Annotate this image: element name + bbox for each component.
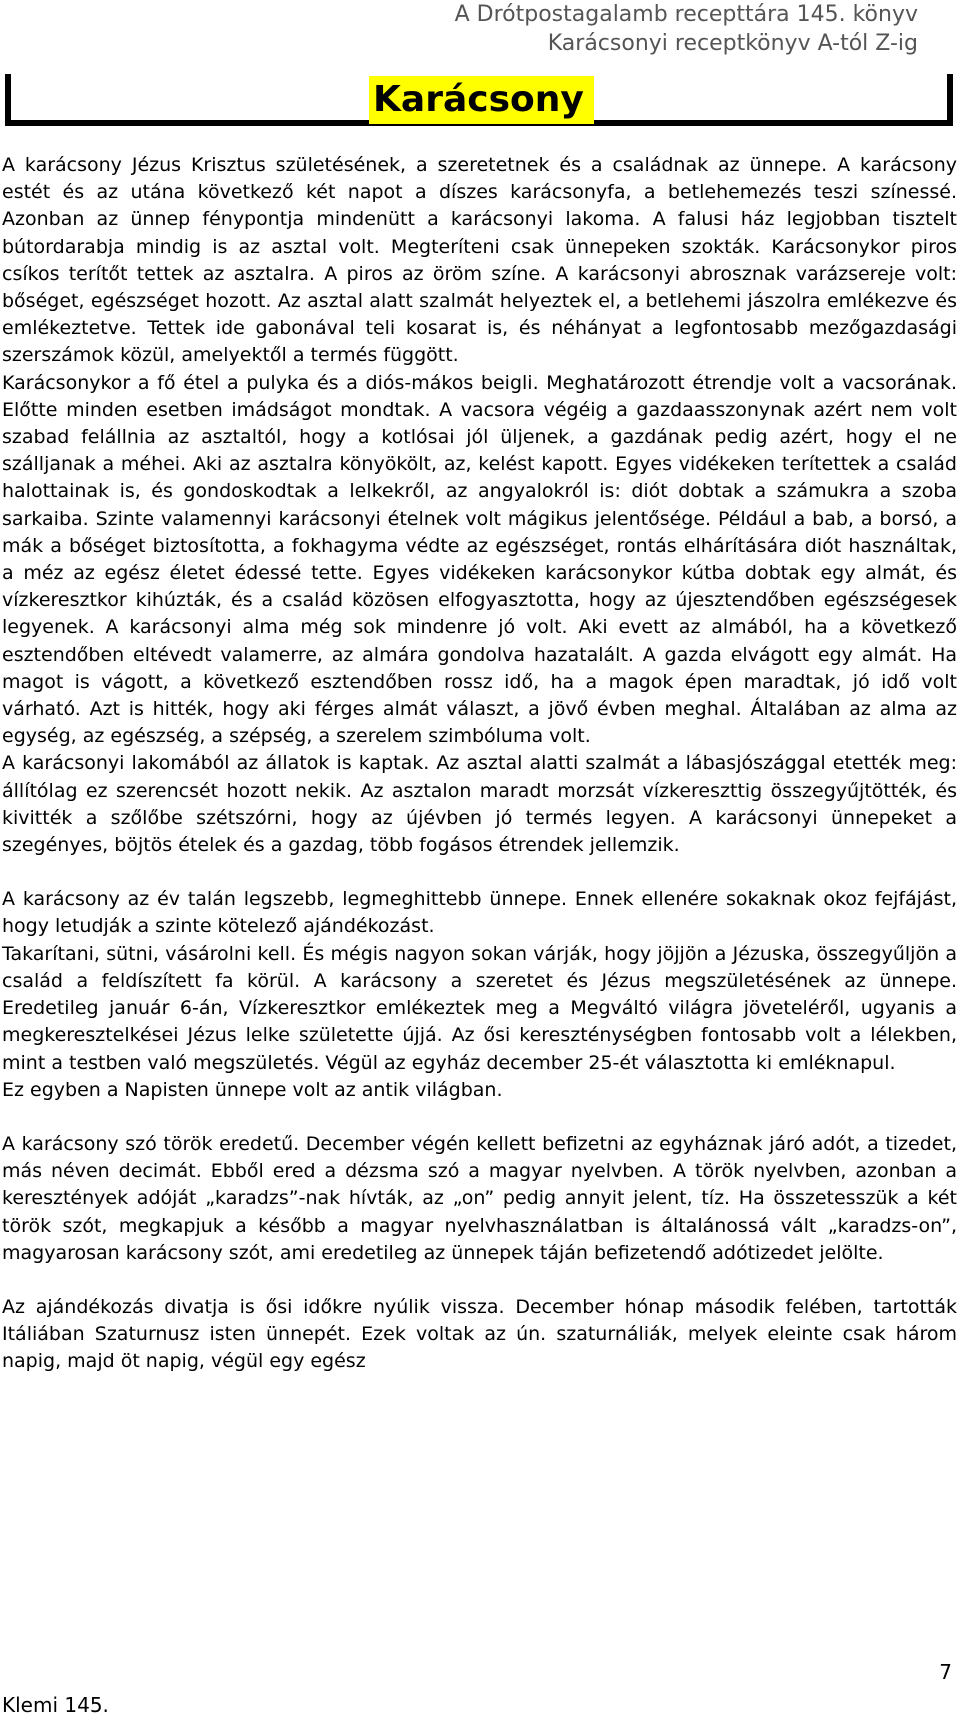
paragraph-spacer bbox=[2, 1104, 957, 1131]
page-header bbox=[0, 0, 960, 135]
paragraph-preparation: Takarítani, sütni, vásárolni kell. És mégis nagyon sokan várják, hogy jöjjön a Jézuska, összegyűljön a család a feldíszített fa körül. A karácsony a szeretet és Jézus megszületésének az ünnepe. Eredetileg január 6-án, Vízkeresztkor emlékeztek meg a Megváltó világra jöveteléről, ugyanis a megkeresztelkései Jézus lelke születette újjá. Az ősi kereszténységben fontosabb volt a lélekben, mint a testben való megszületés. Végül az egyház december 25-ét választotta ki emléknapul. bbox=[2, 942, 957, 1074]
page-title: Karácsony bbox=[369, 76, 594, 124]
paragraph-sun-god: Ez egyben a Napisten ünnepe volt az antik világban. bbox=[2, 1078, 503, 1101]
paragraph-word-origin: A karácsony szó török eredetű. December végén kellett befizetni az egyháznak járó adót, a tizedet, más néven decimát. Ebből ered a dézsma szó a magyar nyelvben. A török nyelvben, azonban a keresztények adóját „karadzs”-nak hívták, az „on” pedig annyit jelent, tíz. Ha összetesszük a két török szót, megkapjuk a később a magyar nyelvhasználatban is általánossá vált „karadzs-on”, magyarosan karácsony szót, ami eredetileg az ünnepek táján befizetendő adótizedet jelölte. bbox=[2, 1132, 957, 1264]
paragraph-saturnalia: Az ajándékozás divatja is ősi időkre nyúlik vissza. December hónap második felében, tartották Itáliában Szaturnusz isten ünnepét. Ezek voltak az ún. szaturnáliák, melyek eleinte csak három napig, majd öt napig, végül egy egész bbox=[2, 1295, 957, 1373]
page-number: 7 bbox=[939, 1660, 952, 1684]
paragraph-gift-giving: A karácsony az év talán legszebb, legmeghittebb ünnepe. Ennek ellenére sokaknak okoz fejfájást, hogy letudják a szinte kötelező ajándékozást. bbox=[2, 888, 957, 938]
article-body bbox=[2, 152, 957, 1376]
paragraph-animals-feast: A karácsonyi lakomából az állatok is kaptak. Az asztal alatti szalmát a lábasjószággal etették meg: állítólag ez szerencsét hozott nekik. Az asztalon maradt morzsát vízkereszttig összegyűjtötték, és kivitték a szőlőbe szétszórni, hogy az újévben jó termés legyen. A karácsonyi ünnepeket a szegényes, böjtös ételek és a gazdag, több fogásos étrendek jellemzik. bbox=[2, 752, 957, 857]
book-series-title: A Drótpostagalamb recepttára 145. könyv bbox=[454, 2, 918, 27]
paragraph-spacer bbox=[2, 1267, 957, 1294]
paragraph-spacer bbox=[2, 859, 957, 886]
paragraph-christmas-meal: Karácsonykor a fő étel a pulyka és a diós-mákos beigli. Meghatározott étrendje volt a vacsorának. Előtte minden esetben imádságot mondtak. A vacsora végéig a gazdaasszonynak azért nem volt szabad felállnia az asztaltól, hogy a kotlósai jól üljenek, a gazdának pedig azért, hogy el ne szálljanak a méhei. Aki az asztalra könyökölt, az, kelést kapott. Egyes vidékeken terítettek a család halottainak is, és gondoskodtak a lelkekről, az angyalokról is: diót dobtak a számukra a szoba sarkaiba. Szinte valamennyi karácsonyi ételnek volt mágikus jelentősége. Például a bab, a borsó, a mák a bőséget biztosította, a fokhagyma védte az egészséget, rontás elhárítására diót használtak, a méz az egész életet édessé tette. Egyes vidékeken karácsonykor kútba dobtak egy almát, és vízkeresztkor kihúzták, és a család közösen elfogyasztotta, hogy az újesztendőben egészségesek legyenek. A karácsonyi alma még sok mindenre jó volt. Aki evett az almából, ha a következő esztendőben eltévedt valamerre, az almára gondolva hazatalált. A gazda elvágott egy almát. Ha magot is vágott, a következő esztendőben rossz idő, ha a magok épen maradtak, jó idő volt várható. Azt is hitték, hogy aki férges almát választ, a jövő évben meghal. Általában az alma az egység, az egészség, a szépség, a szerelem szimbóluma volt. bbox=[2, 371, 957, 748]
book-subtitle: Karácsonyi receptkönyv A-tól Z-ig bbox=[547, 31, 918, 56]
footer-label: Klemi 145. bbox=[2, 1693, 109, 1717]
paragraph-intro: A karácsony Jézus Krisztus születésének, a szeretetnek és a családnak az ünnepe. A karácsony estét és az utána következő két napot a díszes karácsonyfa, a betlehemezés teszi színessé. Azonban az ünnep fénypontja mindenütt a karácsonyi lakoma. A falusi ház legjobban tisztelt bútordarabja mindig is az asztal volt. Megteríteni csak ünnepeken szokták. Karácsonykor piros csíkos terítőt tettek az asztalra. A piros az öröm színe. A karácsonyi abrosznak varázsereje volt: bőséget, egészséget hozott. Az asztal alatt szalmát helyeztek el, a betlehemi jászolra emlékezve és emlékeztetve. Tettek ide gabonával teli kosarat is, és néhányat a legfontosabb mezőgazdasági szerszámok közül, amelyektől a termés függött. bbox=[2, 154, 957, 367]
